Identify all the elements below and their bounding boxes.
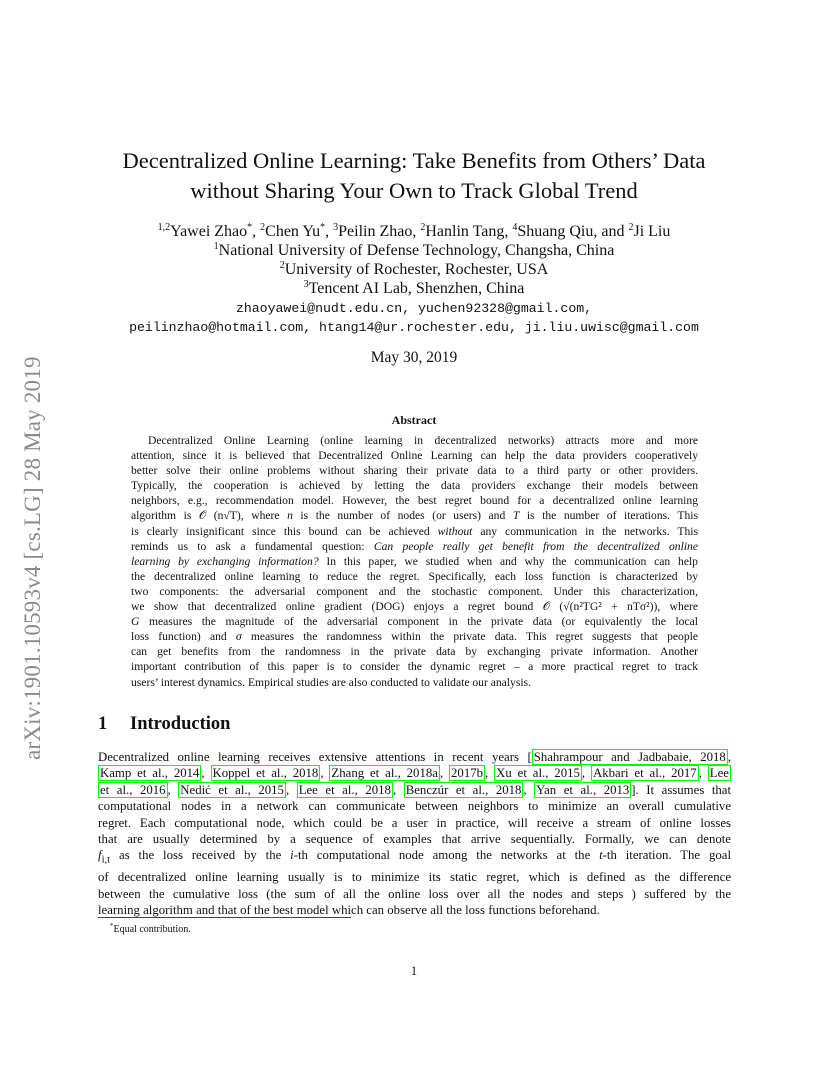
- title-line: Decentralized Online Learning: Take Benefits from Others’ Data: [122, 148, 706, 173]
- abstract-line: two components: the adversarial component and the stochastic component. Under this characterization,: [131, 584, 698, 598]
- intro-line: between the cumulative loss (the sum of all the online loss over all the nodes and steps ) suffered by the: [98, 886, 731, 901]
- citation-link[interactable]: Zhang et al., 2018a: [331, 766, 438, 781]
- affiliation: $^3$Tencent AI Lab, Shenzhen, China: [303, 279, 525, 297]
- footnote-divider: [98, 917, 351, 918]
- citation-link[interactable]: Shahrampour and Jadbabaie, 2018: [533, 750, 726, 764]
- author-block: [60, 222, 768, 298]
- citation-link[interactable]: Akbari et al., 2017: [593, 766, 697, 781]
- email-line: peilinzhao@hotmail.com, htang14@ur.rochester.edu, ji.liu.uwisc@gmail.com: [129, 320, 699, 335]
- abstract-line: is clearly insignificant since this bound can be achieved without any communication in the networks. This: [131, 524, 698, 538]
- paper-date: May 30, 2019: [370, 349, 458, 366]
- abstract-line: Decentralized Online Learning (online learning in decentralized networks) attracts more and more: [148, 434, 698, 447]
- citation-link[interactable]: Benczúr et al., 2018: [405, 782, 522, 797]
- regret-bound-formula: 𝒪 (n√T): [198, 509, 241, 523]
- abstract-line: Typically, the cooperation is achieved by letting the data providers exchange their models between: [131, 479, 698, 493]
- title-line: without Sharing Your Own to Track Global Trend: [190, 178, 638, 203]
- citation-link[interactable]: Lee et al., 2018: [298, 782, 391, 797]
- abstract-line: attention, since it is believed that Decentralized Online Learning can help the data providers cooperatively: [131, 449, 698, 463]
- abstract-line: learning by exchanging information? In this paper, we studied when and why the communication can help: [131, 554, 698, 568]
- intro-line: of decentralized online learning usually is to minimize its static regret, which is defined as the difference: [98, 870, 731, 885]
- email-line: zhaoyawei@nudt.edu.cn, yuchen92328@gmail.com,: [235, 301, 593, 316]
- abstract-line: neighbors, e.g., recommendation model. However, the best regret bound for a decentralized online learning: [131, 494, 698, 508]
- abstract-line: important contribution of this paper is to consider the dynamic regret – a more practical regret to track: [131, 660, 698, 674]
- abstract-line: algorithm is 𝒪 (n√T), where n is the number of nodes (or users) and T is the number of iterations. This: [131, 509, 698, 523]
- abstract-line: users’ interest dynamics. Empirical studies are also conducted to validate our analysis.: [131, 675, 531, 689]
- citation-link[interactable]: Lee: [709, 766, 729, 781]
- paper-title: [60, 146, 768, 206]
- intro-line: $f_{i,t}$ as the loss received by the i-th computational node among the networks at the t-th iteration. The goal: [98, 848, 731, 866]
- affiliation: $^1$National University of Defense Technology, Changsha, China: [213, 241, 615, 259]
- dog-regret-formula: 𝒪 (√(n²TG² + nTσ²)): [542, 600, 658, 614]
- citation-link[interactable]: Koppel et al., 2018: [212, 766, 319, 781]
- intro-line: regret. Each computational node, which could be a user in practice, will receive a stream of online losses: [98, 815, 731, 830]
- section-number: 1: [98, 714, 108, 734]
- citation-link[interactable]: Nedić et al., 2015: [180, 782, 284, 797]
- arxiv-identifier: arXiv:1901.10593v4 [cs.LG] 28 May 2019: [20, 356, 45, 760]
- abstract-heading: Abstract: [391, 413, 437, 427]
- section-title: Introduction: [130, 714, 231, 734]
- abstract-line: can get benefits from the randomness in the private data by exchanging private information. Another: [131, 645, 698, 659]
- intro-line: et al., 2016 , Nedić et al., 2015 , Lee et al., 2018 , Benczúr et al., 2018 , Yan et al., 2013 ]. It assumes that: [100, 782, 731, 797]
- abstract-line: G measures the magnitude of the adversarial component in the private data (or equivalently the local: [131, 615, 698, 629]
- citation-link[interactable]: Yan et al., 2013: [536, 782, 630, 797]
- abstract-line: reminds us to ask a fundamental question: Can people really get benefit from the decentralized online: [131, 539, 698, 553]
- page-number: 1: [410, 964, 418, 978]
- citation-link[interactable]: Xu et al., 2015: [496, 766, 580, 781]
- intro-line: Decentralized online learning receives extensive attentions in recent years [ Shahrampour and Jadbabaie, 2018 ,: [98, 750, 731, 764]
- intro-line: learning algorithm and that of the best model which can observe all the loss functions beforehand.: [98, 903, 600, 918]
- author-list: $^{1,2}$Yawei Zhao*, $^2$Chen Yu*, $^3$Peilin Zhao, $^2$Hanlin Tang, $^4$Shuang Qiu, and $^2$Ji Liu: [157, 222, 671, 240]
- abstract-body: [131, 433, 698, 690]
- abstract-line: loss function) and σ measures the randomness within the private data. This regret suggests that people: [131, 630, 698, 644]
- intro-line: computational nodes in a network can communicate between neighbors to minimize an overall cumulative: [98, 799, 731, 814]
- intro-line: that are usually determined by a sequence of examples that arrive sequentially. Formally, we can denote: [98, 832, 731, 847]
- intro-line: Kamp et al., 2014 , Koppel et al., 2018 , Zhang et al., 2018a , 2017b , Xu et al., 2015 , Akbari et al., 2017 , Lee: [100, 766, 729, 781]
- email-list: [60, 299, 768, 337]
- abstract-line: we show that decentralized online gradient (DOG) enjoys a regret bound 𝒪 (√(n²TG² + nTσ²)), where: [131, 600, 698, 614]
- affiliation: $^2$University of Rochester, Rochester, USA: [279, 260, 549, 278]
- footnote: *Equal contribution.: [110, 922, 191, 935]
- abstract-line: the decentralized online learning to reduce the regret. Specifically, each loss function is characterized by: [131, 569, 698, 583]
- abstract-line: better solve their online problems without sharing their private data to a third party or other providers.: [131, 464, 698, 478]
- section-heading-introduction: [98, 714, 230, 735]
- citation-link[interactable]: et al., 2016: [100, 782, 166, 797]
- citation-link[interactable]: Kamp et al., 2014: [100, 766, 200, 781]
- citation-link[interactable]: 2017b: [451, 766, 484, 781]
- introduction-body: [98, 749, 731, 919]
